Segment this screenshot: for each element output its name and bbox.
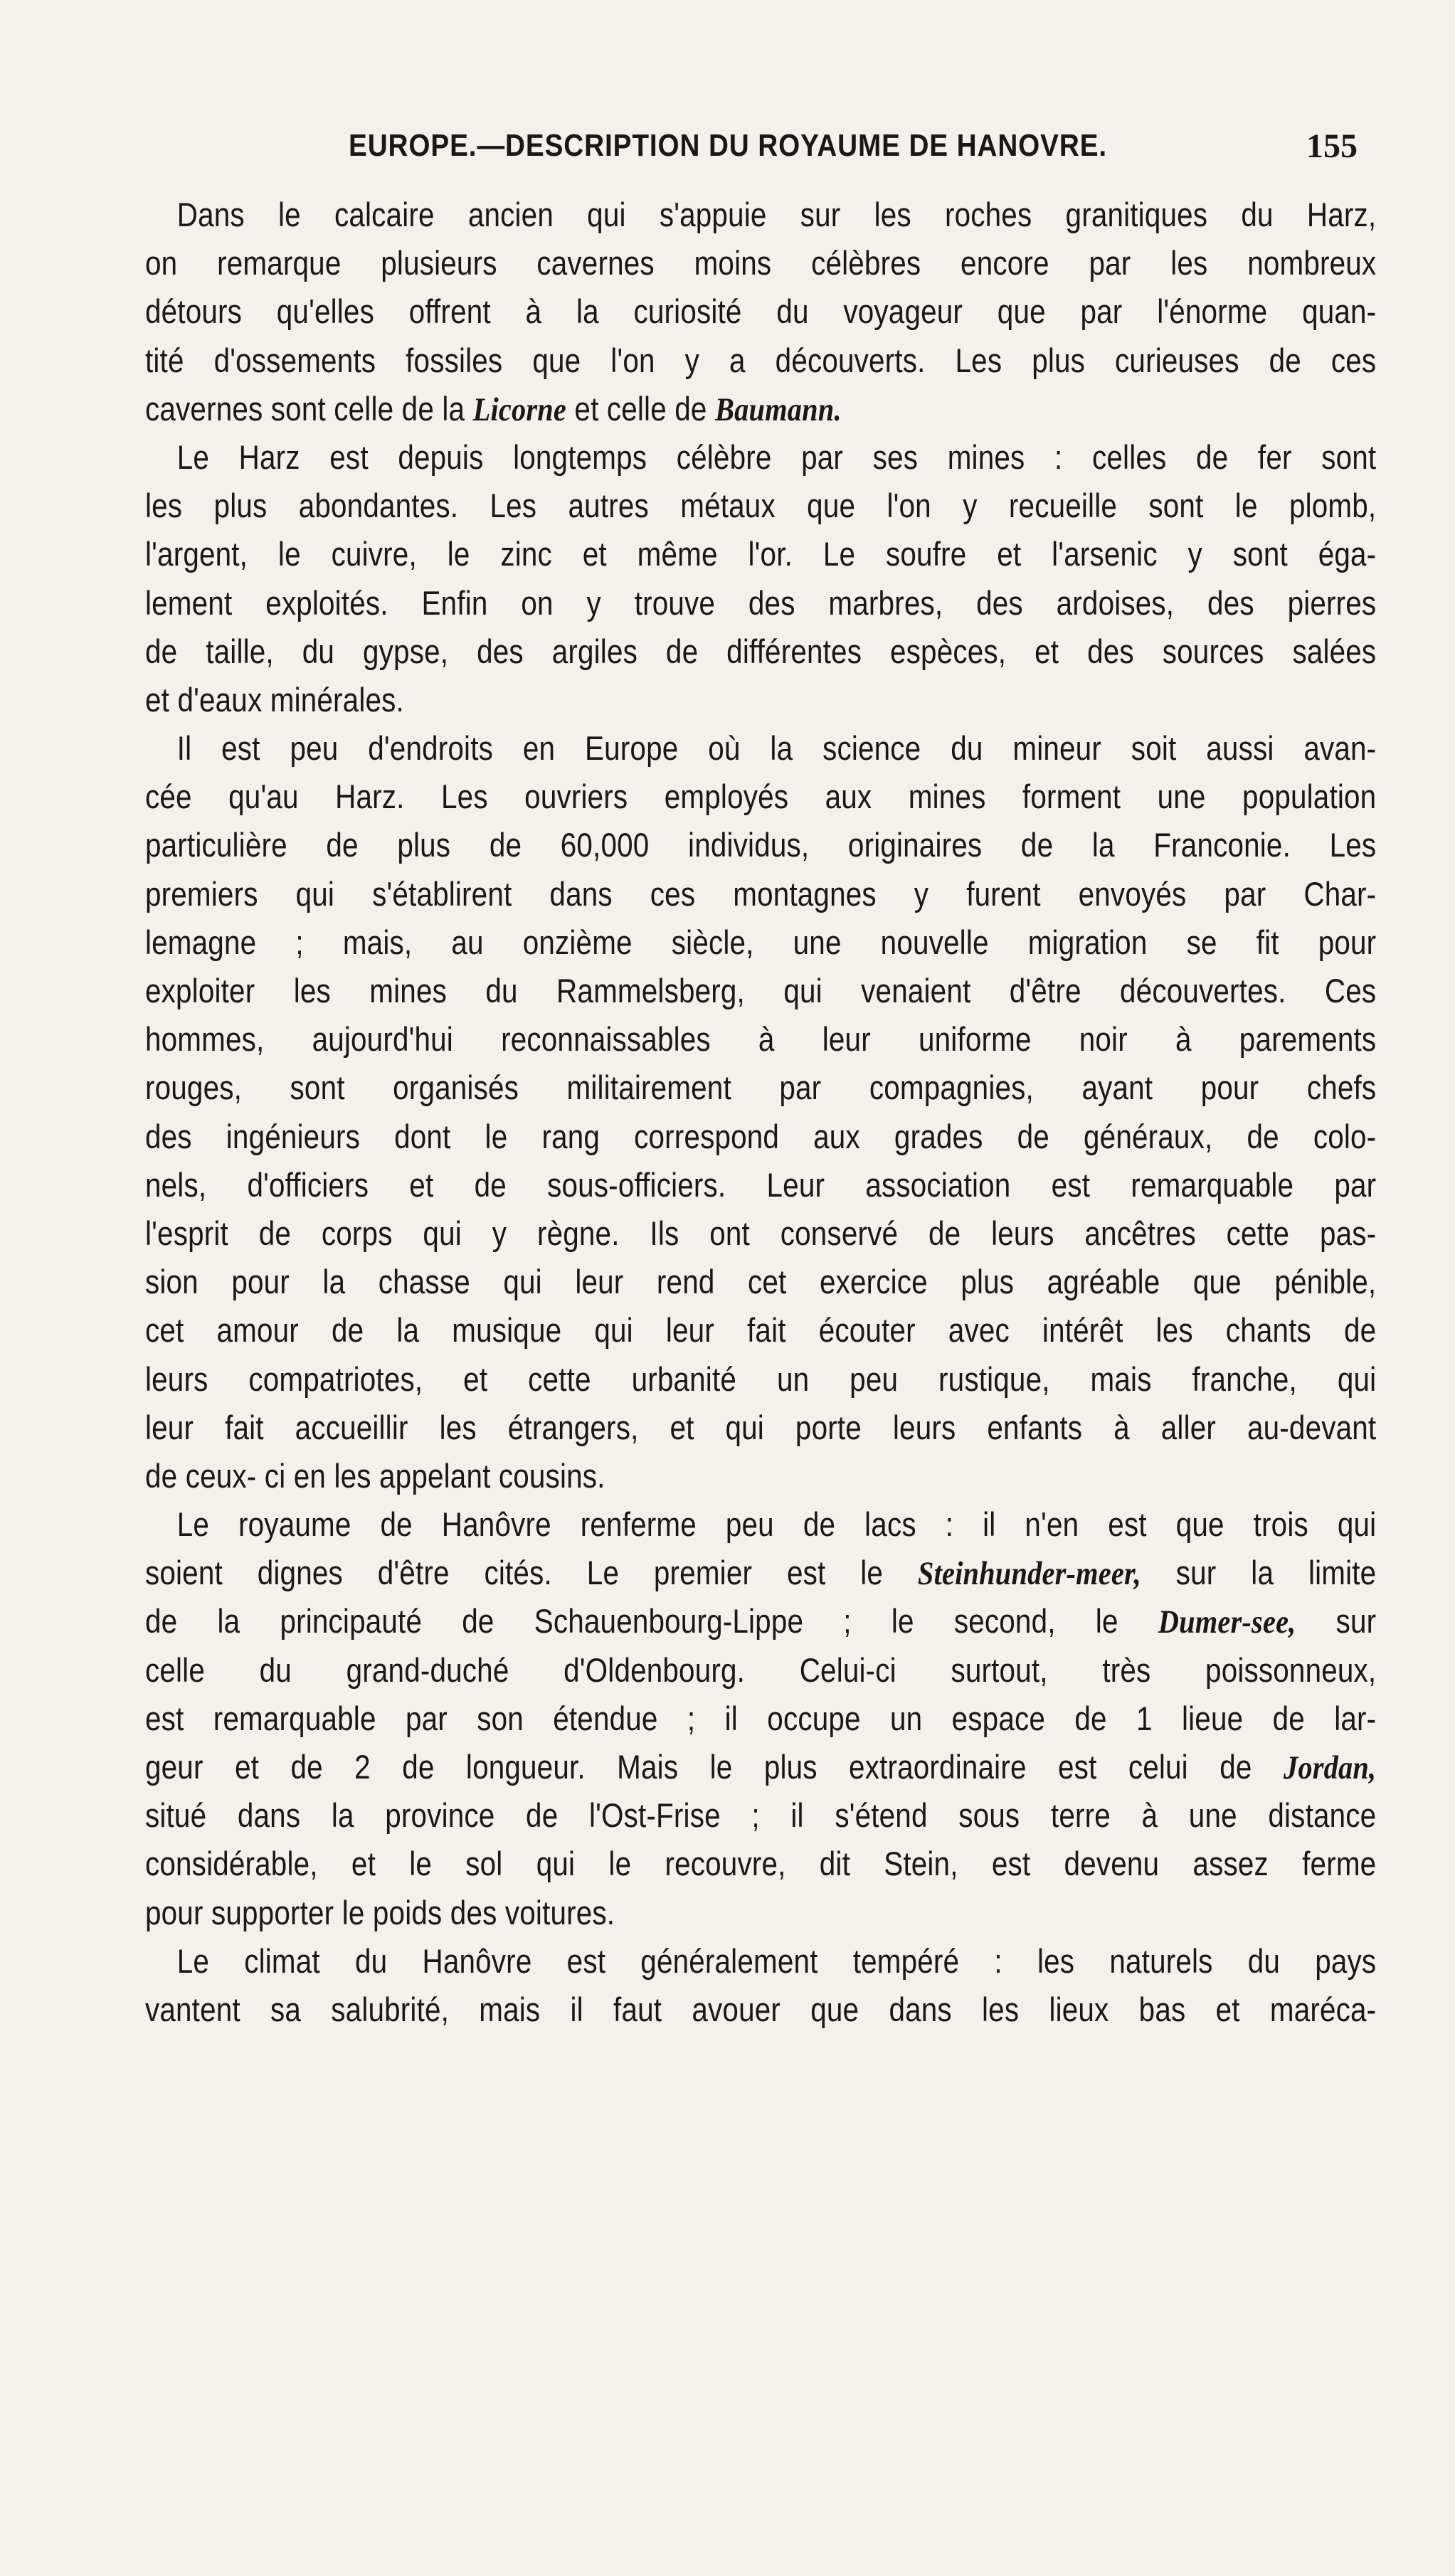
text-line: premiers qui s'établirent dans ces montagnes y furent envoyés par Char-	[145, 874, 1377, 913]
text-run: cavernes sont celle de la	[145, 389, 473, 428]
text-line: est remarquable par son étendue ; il occupe un espace de 1 lieue de lar-	[145, 1699, 1377, 1737]
italic-term: Dumer-see,	[1158, 1604, 1296, 1641]
text-line: on remarque plusieurs cavernes moins célèbres encore par les nombreux	[145, 244, 1377, 282]
text-line: cet amour de la musique qui leur fait écouter avec intérêt les chants de	[145, 1311, 1377, 1350]
text-line: hommes, aujourd'hui reconnaissables à leur uniforme noir à parements	[145, 1020, 1377, 1059]
text-line: l'argent, le cuivre, le zinc et même l'or. Le soufre et l'arsenic y sont éga-	[145, 535, 1377, 573]
text-line	[145, 1597, 1376, 1645]
text-line: Dans le calcaire ancien qui s'appuie sur les roches granitiques du Harz,	[176, 196, 1377, 233]
italic-term: Baumann.	[714, 391, 842, 428]
text-line: Il est peu d'endroits en Europe où la science du mineur soit aussi avan-	[176, 729, 1377, 768]
text-line: exploiter les mines du Rammelsberg, qui venaient d'être découvertes. Ces	[145, 972, 1377, 1009]
text-line: vantent sa salubrité, mais il faut avouer que dans les lieux bas et maréca-	[145, 1990, 1377, 2028]
text-line: particulière de plus de 60,000 individus, originaires de la Franconie. Les	[145, 826, 1377, 864]
text-line: des ingénieurs dont le rang correspond aux grades de généraux, de colo-	[145, 1117, 1377, 1155]
text-line: et d'eaux minérales.	[145, 680, 404, 719]
text-line: nels, d'officiers et de sous-officiers. Leur association est remarquable par	[145, 1165, 1377, 1204]
text-line: pour supporter le poids des voitures.	[145, 1893, 615, 1931]
text-line: cée qu'au Harz. Les ouvriers employés aux mines forment une population	[145, 778, 1377, 816]
italic-term: Licorne	[472, 391, 567, 428]
text-line: considérable, et le sol qui le recouvre, dit Stein, est devenu assez ferme	[145, 1845, 1377, 1883]
text-line: celle du grand-duché d'Oldenbourg. Celui-ci surtout, très poissonneux,	[145, 1650, 1377, 1689]
text-line: lement exploités. Enfin on y trouve des marbres, des ardoises, des pierres	[145, 583, 1377, 622]
body-text	[145, 191, 1376, 2034]
text-line: Le climat du Hanôvre est généralement tempéré : les naturels du pays	[176, 1941, 1377, 1980]
text-line: leurs compatriotes, et cette urbanité un peu rustique, mais franche, qui	[145, 1359, 1377, 1398]
running-title: EUROPE.—DESCRIPTION DU ROYAUME DE HANOVRE.	[349, 128, 1108, 163]
text-line: Le Harz est depuis longtemps célèbre par ses mines : celles de fer sont	[176, 438, 1377, 476]
text-run: de la principauté de Schauenbourg-Lippe ; le second, le	[145, 1602, 1158, 1641]
text-run: sur la limite	[1141, 1554, 1377, 1592]
text-line: sion pour la chasse qui leur rend cet exercice plus agréable que pénible,	[145, 1263, 1377, 1301]
text-line: de taille, du gypse, des argiles de différentes espèces, et des sources salées	[145, 632, 1377, 670]
text-line: leur fait accueillir les étrangers, et qui porte leurs enfants à aller au-devant	[145, 1408, 1377, 1446]
page-number: 155	[1306, 127, 1358, 165]
text-line: tité d'ossements fossiles que l'on y a découverts. Les plus curieuses de ces	[145, 341, 1377, 379]
running-head	[349, 128, 1256, 178]
text-line: Le royaume de Hanôvre renferme peu de lacs : il n'en est que trois qui	[176, 1505, 1377, 1544]
text-line: détours qu'elles offrent à la curiosité du voyageur que par l'énorme quan-	[145, 292, 1377, 331]
text-line	[145, 1549, 1376, 1597]
text-line: de ceux- ci en les appelant cousins.	[145, 1456, 605, 1495]
text-run: soient dignes d'être cités. Le premier est le	[145, 1554, 918, 1592]
italic-term: Jordan,	[1283, 1749, 1377, 1786]
text-line: les plus abondantes. Les autres métaux que l'on y recueille sont le plomb,	[145, 487, 1377, 525]
text-line: situé dans la province de l'Ost-Frise ; il s'étend sous terre à une distance	[145, 1796, 1377, 1835]
text-run: geur et de 2 de longueur. Mais le plus extraordinaire est celui de	[145, 1748, 1284, 1786]
text-run: et celle de	[566, 389, 715, 428]
text-run: sur	[1296, 1602, 1377, 1641]
text-line: lemagne ; mais, au onzième siècle, une nouvelle migration se fit pour	[145, 923, 1377, 961]
text-line: l'esprit de corps qui y règne. Ils ont conservé de leurs ancêtres cette pas-	[145, 1214, 1377, 1252]
text-line	[145, 385, 1376, 433]
italic-term: Steinhunder-meer,	[917, 1555, 1141, 1593]
text-line	[145, 1743, 1376, 1791]
text-line: rouges, sont organisés militairement par compagnies, ayant pour chefs	[145, 1069, 1377, 1107]
